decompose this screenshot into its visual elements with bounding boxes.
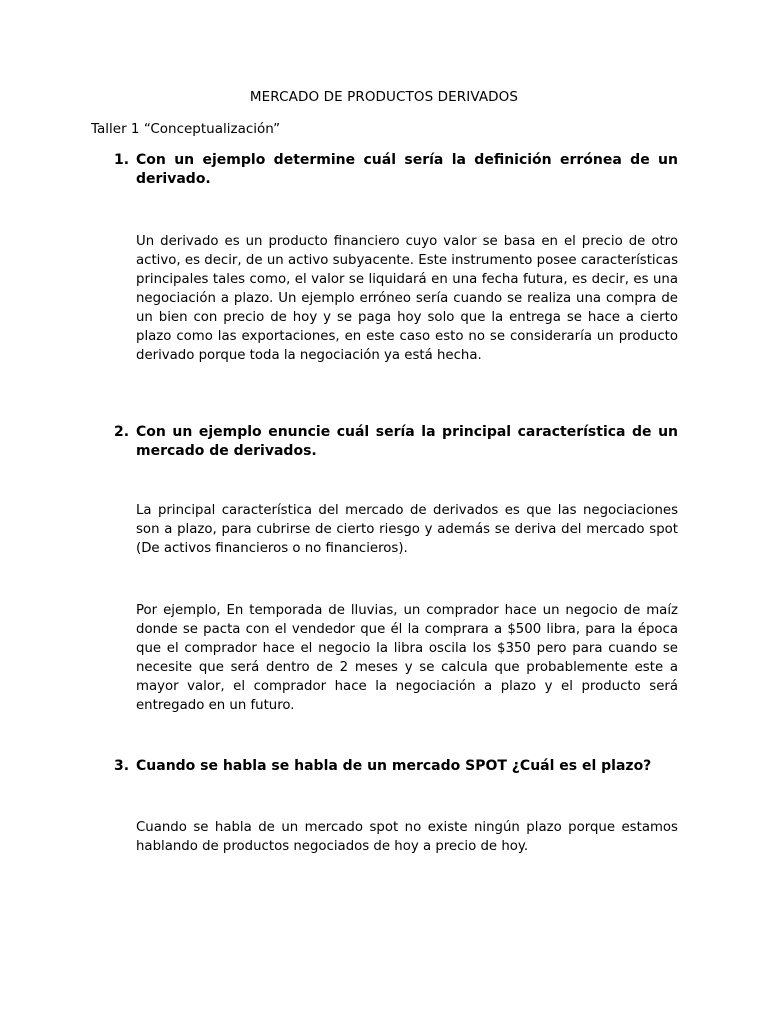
- answer-paragraph: Por ejemplo, En temporada de lluvias, un comprador hace un negocio de maíz donde se pacta con el vendedor que él la comprara a $500 libra, para la época que el comprador hace el negocio la libra oscila los $350 pero para cuando se necesite que será dentro de 2 meses y se calcula que probablemente este a mayor valor, el comprador hace la negociación a plazo y el producto será entregado en un futuro.: [136, 603, 678, 713]
- answer-paragraph: Cuando se habla de un mercado spot no existe ningún plazo porque estamos hablando de productos negociados de hoy a precio de hoy.: [136, 820, 678, 854]
- question-text: Con un ejemplo enuncie cuál sería la principal característica de un mercado de derivados.: [136, 424, 678, 459]
- answer-paragraph: Un derivado es un producto financiero cuyo valor se basa en el precio de otro activo, es decir, de un activo subyacente. Este instrumento posee características principales tales como, el valor se liquidará en una fecha futura, es decir, es una negociación a plazo. Un ejemplo erróneo sería cuando se realiza una compra de un bien con precio de hoy y se paga hoy solo que la entrega se hace a cierto plazo como las exportaciones, en este caso esto no se consideraría un producto derivado porque toda la negociación ya está hecha.: [136, 234, 678, 363]
- question-2: [114, 423, 678, 461]
- document-subtitle: Taller 1 “Conceptualización”: [91, 121, 281, 137]
- document-title: MERCADO DE PRODUCTOS DERIVADOS: [249, 89, 519, 105]
- question-text: Cuando se habla se habla de un mercado SPOT ¿Cuál es el plazo?: [136, 758, 652, 774]
- question-1: [114, 151, 678, 189]
- question-3: [114, 757, 678, 776]
- question-number: 3.: [114, 758, 130, 774]
- question-text: Con un ejemplo determine cuál sería la definición errónea de un derivado.: [136, 152, 678, 187]
- answer-paragraph: La principal característica del mercado de derivados es que las negociaciones son a plazo, para cubrirse de cierto riesgo y además se deriva del mercado spot (De activos financieros o no financieros).: [136, 503, 678, 556]
- question-number: 2.: [114, 424, 130, 440]
- question-number: 1.: [114, 152, 130, 168]
